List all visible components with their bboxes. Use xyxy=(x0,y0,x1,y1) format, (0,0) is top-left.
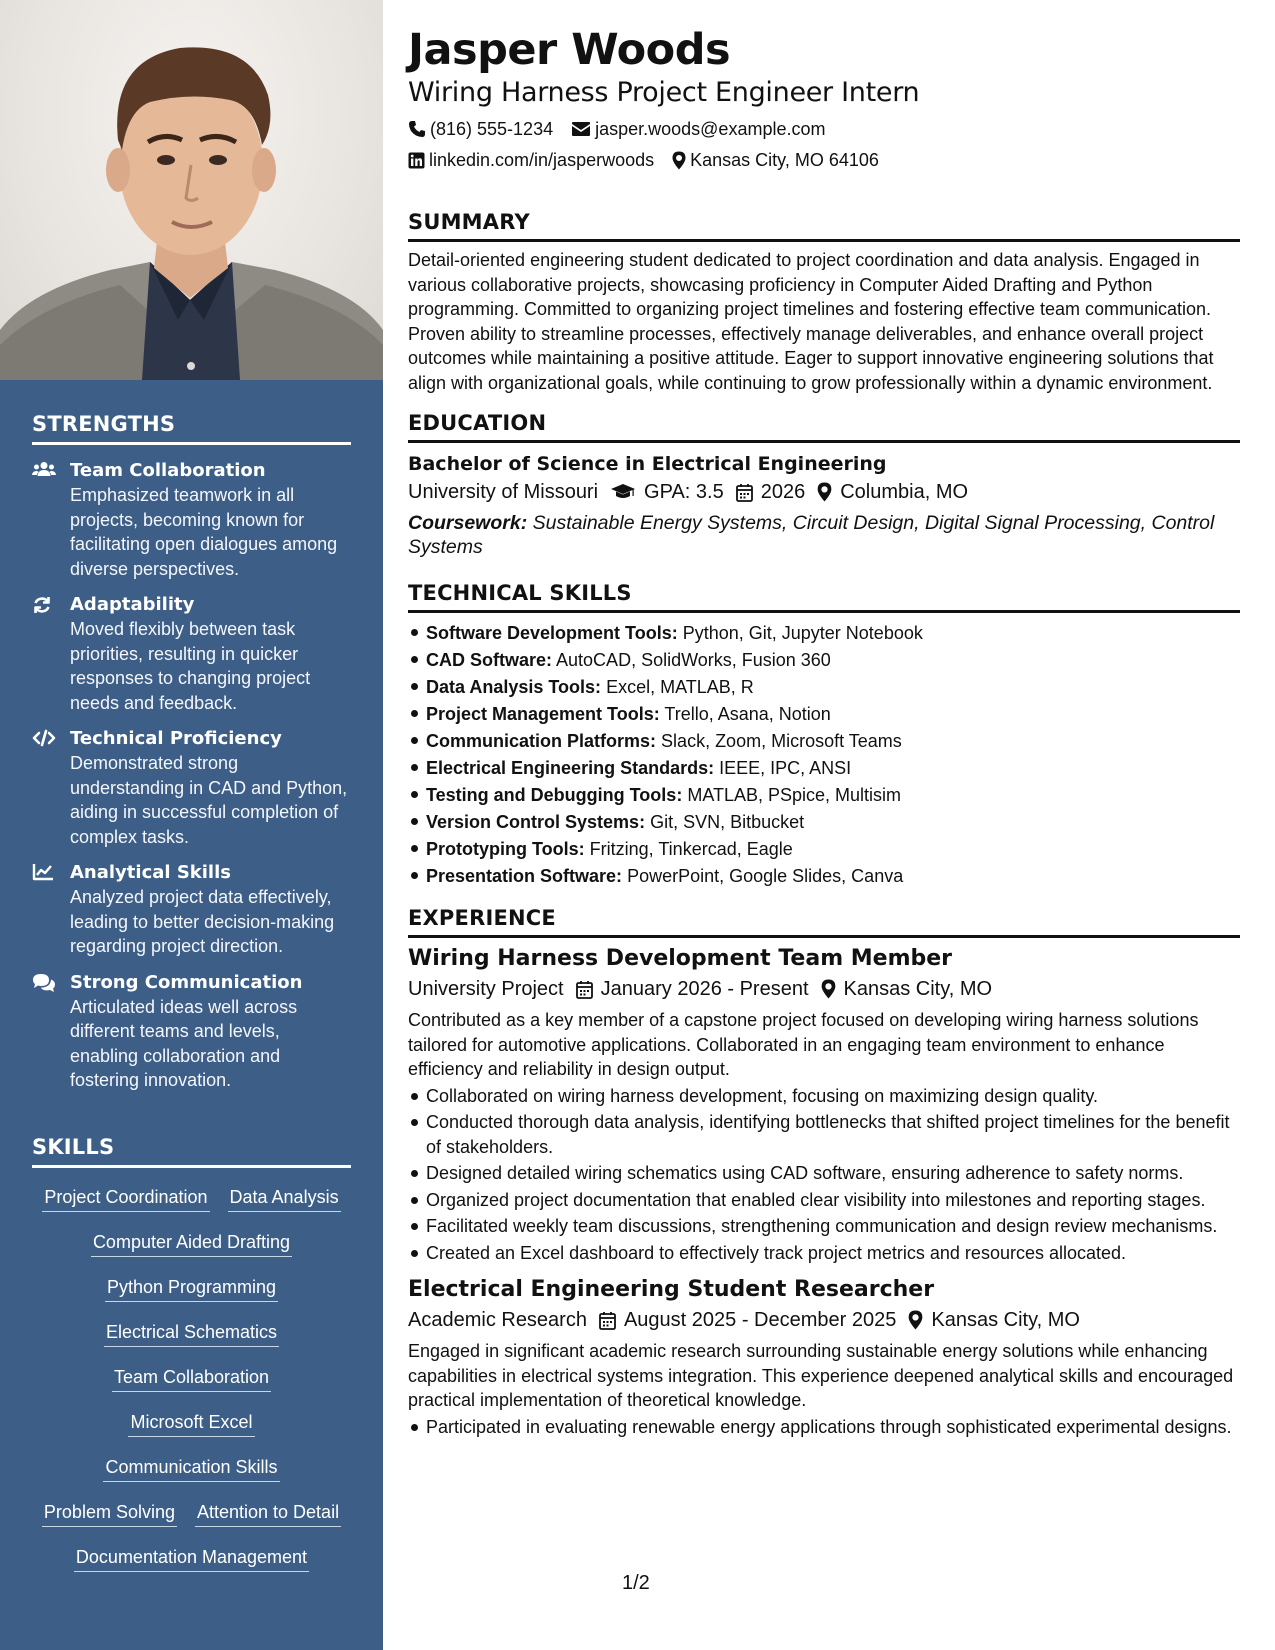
skill-tag: Microsoft Excel xyxy=(128,1411,254,1437)
strength-title: Technical Proficiency xyxy=(70,728,282,749)
year-text: 2026 xyxy=(760,481,806,503)
list-item: Conducted thorough data analysis, identifying bottlenecks that shifted project timelines for the benefit of stakeholders. xyxy=(408,1110,1240,1159)
strength-title: Strong Communication xyxy=(70,971,303,993)
map-marker-icon xyxy=(672,151,686,170)
email-text: jasper.woods@example.com xyxy=(595,119,826,139)
calendar-icon xyxy=(576,980,593,999)
strength-description: Articulated ideas well across different teams and levels, enabling collaboration and fostering innovation. xyxy=(70,996,298,1090)
calendar-icon xyxy=(736,483,753,502)
skill-value: Trello, Asana, Notion xyxy=(664,704,831,724)
location-text: Kansas City, MO 64106 xyxy=(690,150,879,170)
job-location-item xyxy=(908,1305,1080,1335)
school-text: University of Missouri xyxy=(408,481,599,503)
strength-title: Adaptability xyxy=(70,594,195,615)
skill-label: Project Management Tools: xyxy=(426,704,660,724)
skill-label: Software Development Tools: xyxy=(426,623,678,643)
job-bullets xyxy=(408,1415,1240,1440)
summary-section xyxy=(408,210,1240,395)
strength-description: Emphasized teamwork in all projects, becoming known for facilitating open dialogues among diverse perspectives. xyxy=(70,485,338,579)
skill-label: CAD Software: xyxy=(426,650,553,670)
experience-entry xyxy=(408,1275,1240,1439)
job-dates: January 2026 - Present xyxy=(600,978,809,1000)
skill-label: Communication Platforms: xyxy=(426,731,657,751)
contact-line xyxy=(408,148,1240,172)
experience-heading: EXPERIENCE xyxy=(408,906,1240,938)
skill-tag: Documentation Management xyxy=(74,1546,309,1572)
strength-description: Analyzed project data effectively, leading to better decision-making regarding project direction. xyxy=(70,887,335,956)
calendar-icon xyxy=(599,1311,616,1330)
strength-description: Demonstrated strong understanding in CAD and Python, aiding in successful completion of complex tasks. xyxy=(70,753,348,847)
skill-tag: Team Collaboration xyxy=(112,1366,271,1392)
refresh-icon xyxy=(32,593,70,715)
education-location-item xyxy=(817,477,968,507)
graduation-year-item xyxy=(736,477,806,507)
job-dates-item xyxy=(576,974,809,1004)
linkedin-icon xyxy=(408,152,425,169)
map-marker-icon xyxy=(821,979,836,999)
gpa-text: GPA: 3.5 xyxy=(644,481,724,503)
main-content xyxy=(408,24,1240,1439)
sidebar xyxy=(0,0,383,1650)
strength-title: Analytical Skills xyxy=(70,862,231,883)
list-item xyxy=(408,863,1240,890)
comments-icon xyxy=(32,971,70,1093)
job-bullets xyxy=(408,1084,1240,1266)
email-contact[interactable] xyxy=(571,117,825,141)
education-meta xyxy=(408,477,1240,507)
linkedin-text: linkedin.com/in/jasperwoods xyxy=(429,150,655,170)
skill-value: MATLAB, PSpice, Multisim xyxy=(687,785,902,805)
skill-label: Presentation Software: xyxy=(426,866,623,886)
job-location: Kansas City, MO xyxy=(931,1309,1080,1331)
job-dates-item xyxy=(599,1305,896,1335)
summary-heading: SUMMARY xyxy=(408,210,1240,242)
skill-value: Excel, MATLAB, R xyxy=(606,677,754,697)
list-item xyxy=(408,836,1240,863)
education-location-text: Columbia, MO xyxy=(840,481,969,503)
list-item xyxy=(408,620,1240,647)
phone-contact[interactable] xyxy=(408,117,553,141)
code-icon xyxy=(32,727,70,849)
skill-label: Prototyping Tools: xyxy=(426,839,585,859)
strengths-section xyxy=(32,412,351,1093)
gpa-item xyxy=(610,477,724,507)
school-name xyxy=(408,477,598,507)
strength-description: Moved flexibly between task priorities, resulting in quicker responses to changing project needs and feedback. xyxy=(70,619,311,713)
skill-tag: Problem Solving xyxy=(42,1501,177,1527)
skill-tag: Electrical Schematics xyxy=(104,1321,279,1347)
job-description: Engaged in significant academic research surrounding sustainable energy solutions while enhancing capabilities in electrical systems integration. This experience deepened analytical skills and encouraged practical implementation of theoretical knowledge. xyxy=(408,1341,1234,1410)
phone-icon xyxy=(408,120,426,138)
job-org-item xyxy=(408,1305,587,1335)
job-location-item xyxy=(821,974,993,1004)
experience-section xyxy=(408,906,1240,1439)
graduation-cap-icon xyxy=(610,483,636,501)
skill-tag: Communication Skills xyxy=(103,1456,279,1482)
strength-item xyxy=(32,861,351,959)
strength-item xyxy=(32,971,351,1093)
job-dates: August 2025 - December 2025 xyxy=(623,1309,897,1331)
job-location: Kansas City, MO xyxy=(843,978,993,1000)
list-item: Created an Excel dashboard to effectively track project metrics and resources allocated. xyxy=(408,1241,1240,1266)
job-org-item xyxy=(408,974,564,1004)
map-marker-icon xyxy=(817,482,832,502)
candidate-name: Jasper Woods xyxy=(408,25,731,75)
skill-value: IEEE, IPC, ANSI xyxy=(719,758,852,778)
skill-value: Fritzing, Tinkercad, Eagle xyxy=(589,839,793,859)
skill-tag: Data Analysis xyxy=(228,1186,341,1212)
list-item xyxy=(408,782,1240,809)
list-item: Designed detailed wiring schematics using CAD software, ensuring adherence to safety norms. xyxy=(408,1161,1240,1186)
list-item xyxy=(408,674,1240,701)
coursework-label: Coursework: xyxy=(408,512,528,534)
skill-label: Version Control Systems: xyxy=(426,812,646,832)
experience-entry xyxy=(408,944,1240,1265)
contact-line xyxy=(408,117,1240,141)
chart-line-icon xyxy=(32,861,70,959)
list-item: Collaborated on wiring harness development, focusing on maximizing design quality. xyxy=(408,1084,1240,1109)
list-item: Facilitated weekly team discussions, strengthening communication and design review mechanisms. xyxy=(408,1214,1240,1239)
list-item xyxy=(408,647,1240,674)
skill-value: AutoCAD, SolidWorks, Fusion 360 xyxy=(556,650,831,670)
education-section xyxy=(408,411,1240,559)
linkedin-contact[interactable] xyxy=(408,148,654,172)
map-marker-icon xyxy=(908,1310,923,1330)
job-meta xyxy=(408,1305,1240,1335)
degree-title: Bachelor of Science in Electrical Engineering xyxy=(408,453,887,475)
skill-value: PowerPoint, Google Slides, Canva xyxy=(627,866,904,886)
skill-value: Slack, Zoom, Microsoft Teams xyxy=(661,731,902,751)
skills-section xyxy=(32,1135,351,1581)
job-entry-title: Wiring Harness Development Team Member xyxy=(408,946,953,971)
skill-label: Testing and Debugging Tools: xyxy=(426,785,683,805)
list-item xyxy=(408,755,1240,782)
skill-tag: Project Coordination xyxy=(42,1186,209,1212)
job-title: Wiring Harness Project Engineer Intern xyxy=(408,77,920,108)
strengths-heading: STRENGTHS xyxy=(32,412,351,445)
job-description: Contributed as a key member of a capstone project focused on developing wiring harness solutions tailored for automotive applications. Collaborated in an engaging team environment to enhance efficiency and reliability in design output. xyxy=(408,1010,1199,1079)
list-item xyxy=(408,728,1240,755)
skill-value: Git, SVN, Bitbucket xyxy=(650,812,805,832)
job-org: Academic Research xyxy=(408,1309,587,1331)
skill-tag: Computer Aided Drafting xyxy=(91,1231,292,1257)
skill-value: Python, Git, Jupyter Notebook xyxy=(682,623,923,643)
list-item: Participated in evaluating renewable energy applications through sophisticated experimental designs. xyxy=(408,1415,1240,1440)
job-meta xyxy=(408,974,1240,1004)
strength-item xyxy=(32,727,351,849)
skills-heading: SKILLS xyxy=(32,1135,351,1168)
envelope-icon xyxy=(571,121,591,137)
profile-photo xyxy=(0,0,383,380)
skill-label: Electrical Engineering Standards: xyxy=(426,758,715,778)
list-item xyxy=(408,809,1240,836)
list-item xyxy=(408,701,1240,728)
coursework-text: Sustainable Energy Systems, Circuit Design, Digital Signal Processing, Control Systems xyxy=(408,512,1215,558)
strength-item xyxy=(32,459,351,581)
skill-tag: Attention to Detail xyxy=(195,1501,341,1527)
strength-item xyxy=(32,593,351,715)
page-number: 1/2 xyxy=(622,1572,650,1594)
phone-text: (816) 555-1234 xyxy=(430,119,554,139)
technical-skills-section xyxy=(408,581,1240,890)
education-heading: EDUCATION xyxy=(408,411,1240,443)
strength-title: Team Collaboration xyxy=(70,460,266,481)
summary-text: Detail-oriented engineering student dedicated to project coordination and data analysis. Engaged in various collaborative projects, showcasing proficiency in Computer Aided Drafting and Python programming. Committed to organizing project timelines and fostering effective team communication. Proven ability to streamline processes, effectively manage deliverables, and enhance overall project outcomes while maintaining a positive attitude. Eager to support innovative engineering solutions that align with organizational goals, while continuing to grow professionally within a dynamic environment. xyxy=(408,250,1214,393)
list-item: Organized project documentation that enabled clear visibility into milestones and reporting stages. xyxy=(408,1188,1240,1213)
skill-tag: Python Programming xyxy=(105,1276,278,1302)
technical-skills-list xyxy=(408,620,1240,890)
location-contact xyxy=(672,148,879,172)
technical-skills-heading: TECHNICAL SKILLS xyxy=(408,581,1240,613)
job-entry-title: Electrical Engineering Student Researcher xyxy=(408,1277,935,1302)
skill-label: Data Analysis Tools: xyxy=(426,677,602,697)
coursework xyxy=(408,511,1240,559)
job-org: University Project xyxy=(408,978,564,1000)
users-icon xyxy=(32,459,70,581)
